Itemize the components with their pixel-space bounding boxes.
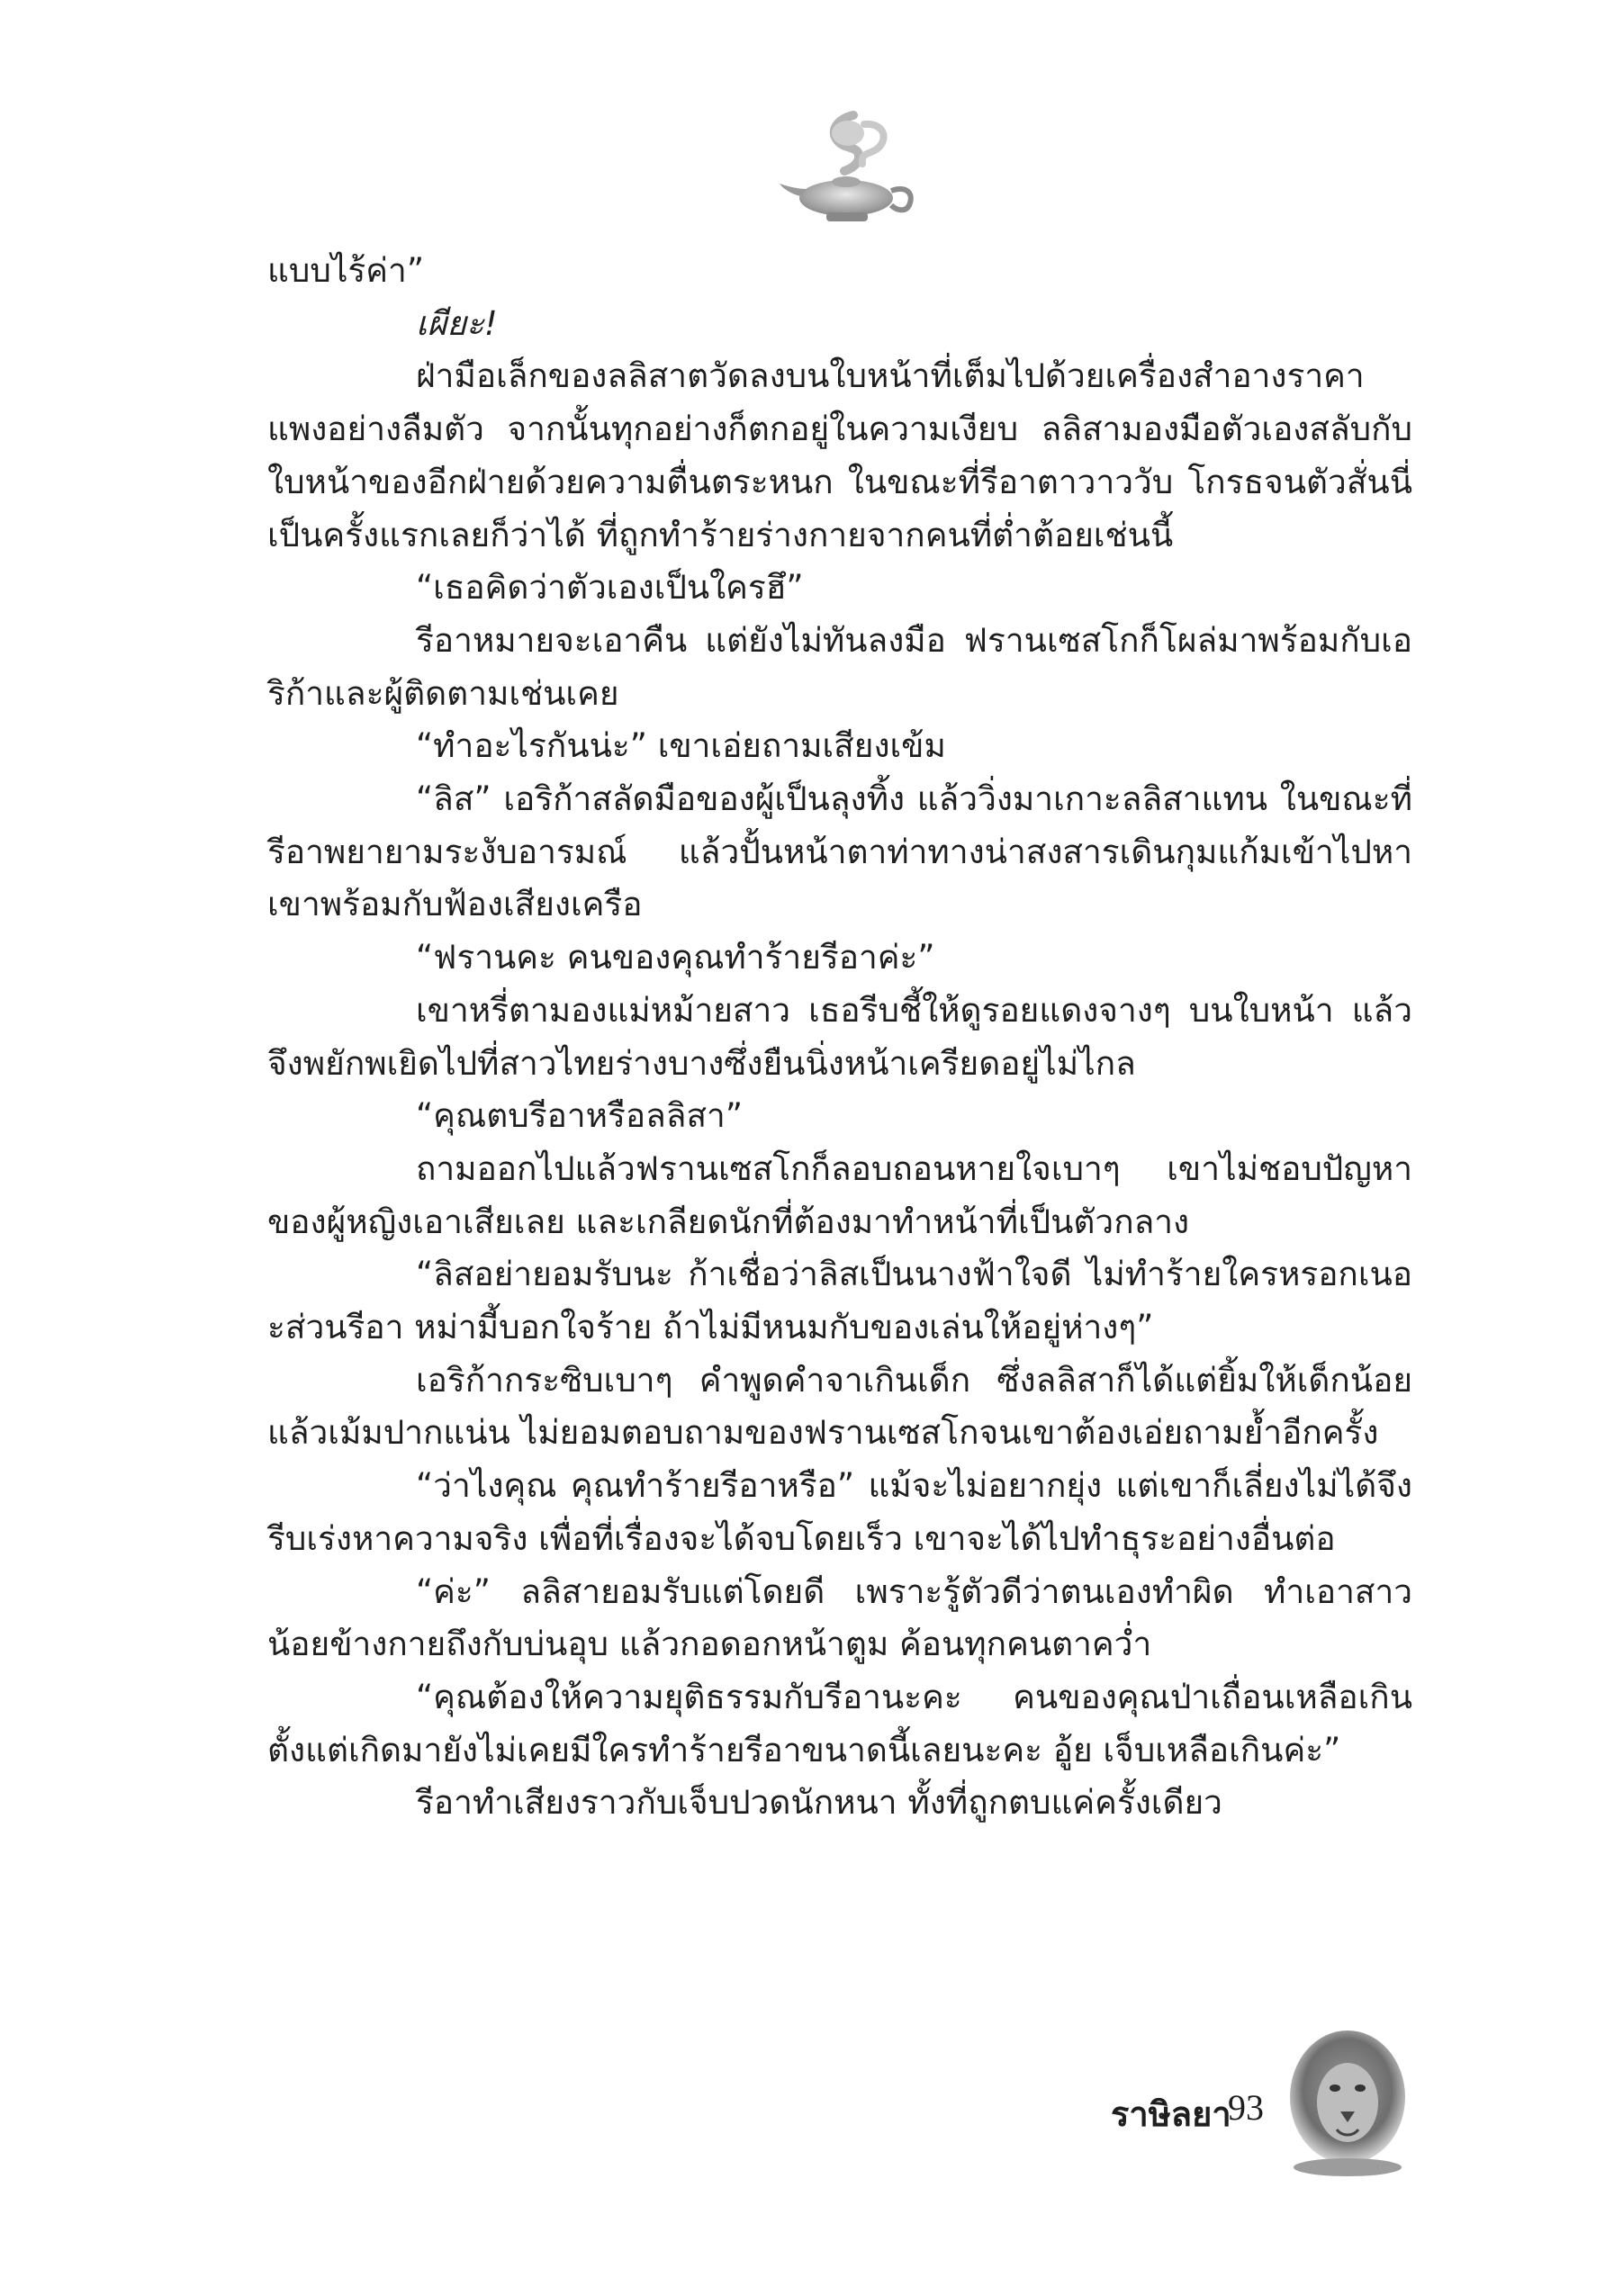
page-number: 93 (1228, 2087, 1264, 2128)
paragraph: “ลิสอย่ายอมรับนะ ก้าเชื่อว่าลิสเป็นนางฟ้าใจดี ไม่ทำร้ายใครหรอกเนอะส่วนรีอา หม่ามี้บอกใจร้าย ถ้าไม่มีหนมกับของเล่นให้อยู่ห่างๆ” (267, 1255, 1412, 1347)
paragraph: “ค่ะ” ลลิสายอมรับแต่โดยดี เพราะรู้ตัวดีว่าตนเองทำผิด ทำเอาสาวน้อยข้างกายถึงกับบ่นอุบ แล้วกอดอกหน้าตูม ค้อนทุกคนตาคว่ำ (267, 1571, 1412, 1664)
paragraph: “คุณต้องให้ความยุติธรรมกับรีอานะคะ คนของคุณป่าเถื่อนเหลือเกินตั้งแต่เกิดมายังไม่เคยมีใครทำร้ายรีอาขนาดนี้เลยนะคะ อู้ย เจ็บเหลือเกินค่ะ” (267, 1677, 1412, 1769)
paragraph: “เธอคิดว่าตัวเองเป็นใครฮึ” (416, 568, 804, 608)
paragraph: ฝ่ามือเล็กของลลิสาตวัดลงบนใบหน้าที่เต็มไปด้วยเครื่องสำอางราคาแพงอย่างลืมตัว จากนั้นทุกอย่างก็ตกอยู่ในความเงียบ ลลิสามองมือตัวเองสลับกับใบหน้าของอีกฝ่ายด้วยความตื่นตระหนก ในขณะที่รีอาตาวาววับ โกรธจนตัวสั่นนี่เป็นครั้งแรกเลยก็ว่าได้ ที่ถูกทำร้ายร่างกายจากคนที่ต่ำต้อยเช่นนี้ (267, 356, 1412, 554)
lion-head-icon (1283, 2025, 1413, 2178)
paragraph: รีอาทำเสียงราวกับเจ็บปวดนักหนา ทั้งที่ถูกตบแค่ครั้งเดียว (416, 1783, 1222, 1823)
paragraph: รีอาหมายจะเอาคืน แต่ยังไม่ทันลงมือ ฟรานเซสโกก็โผล่มาพร้อมกับเอริก้าและผู้ติดตามเช่นเคย (267, 620, 1412, 713)
paragraph: ถามออกไปแล้วฟรานเซสโกก็ลอบถอนหายใจเบาๆ เขาไม่ชอบปัญหาของผู้หญิงเอาเสียเลย และเกลียดนักที่ต้องมาทำหน้าที่เป็นตัวกลาง (267, 1148, 1412, 1241)
body-text (267, 245, 1412, 1830)
paragraph: “ฟรานคะ คนของคุณทำร้ายรีอาค่ะ” (416, 938, 935, 977)
book-title: ราษิลยา (1111, 2093, 1231, 2134)
paragraph: เอริก้ากระซิบเบาๆ คำพูดคำจาเกินเด็ก ซึ่งลลิสาก็ได้แต่ยิ้มให้เด็กน้อยแล้วเม้มปากแน่น ไม่ยอมตอบถามของฟรานเซสโกจนเขาต้องเอ่ยถามย้ำอีกครั้ง (267, 1360, 1412, 1453)
paragraph: เผียะ! (416, 303, 498, 343)
paragraph: แบบไร้ค่า” (267, 251, 424, 290)
paragraph: “ทำอะไรกันน่ะ” เขาเอ่ยถามเสียงเข้ม (416, 726, 946, 766)
paragraph: เขาหรี่ตามองแม่หม้ายสาว เธอรีบชี้ให้ดูรอยแดงจางๆ บนใบหน้า แล้วจึงพยักพเยิดไปที่สาวไทยร่างบางซึ่งยืนนิ่งหน้าเครียดอยู่ไม่ไกล (267, 990, 1412, 1083)
paragraph: “คุณตบรีอาหรือลลิสา” (416, 1096, 743, 1136)
paragraph: “ลิส” เอริก้าสลัดมือของผู้เป็นลุงทิ้ง แล้ววิ่งมาเกาะลลิสาแทน ในขณะที่รีอาพยายามระงับอารมณ์ แล้วปั้นหน้าตาท่าทางน่าสงสารเดินกุมแก้มเข้าไปหาเขาพร้อมกับฟ้องเสียงเครือ (267, 779, 1412, 924)
paragraph: “ว่าไงคุณ คุณทำร้ายรีอาหรือ” แม้จะไม่อยากยุ่ง แต่เขาก็เลี่ยงไม่ได้จึงรีบเร่งหาความจริง เพื่อที่เรื่องจะได้จบโดยเร็ว เขาจะได้ไปทำธุระอย่างอื่นต่อ (267, 1466, 1412, 1558)
genie-lamp-icon (774, 106, 927, 232)
